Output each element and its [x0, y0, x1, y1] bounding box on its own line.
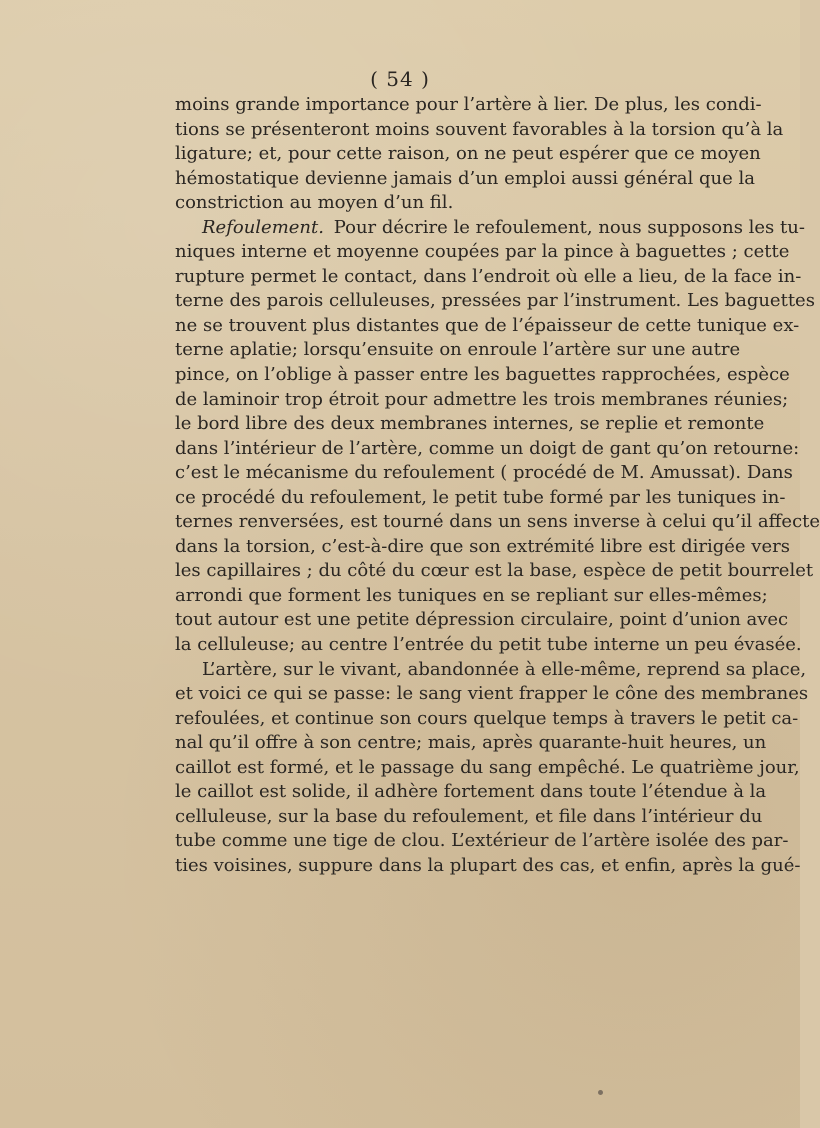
text-line: hémostatique devienne jamais d’un emploi aussi général que la: [175, 167, 755, 189]
ink-spot: [598, 1090, 603, 1095]
text-line: arrondi que forment les tuniques en se repliant sur elles-mêmes;: [175, 584, 768, 606]
text-line: ce procédé du refoulement, le petit tube formé par les tuniques in-: [175, 486, 786, 508]
paragraph-3: [175, 658, 809, 879]
text-line: tions se présenteront moins souvent favorables à la torsion qu’à la: [175, 118, 784, 140]
text-line: pince, on l’oblige à passer entre les baguettes rapprochées, espèce: [175, 364, 790, 386]
text-line: la celluleuse; au centre l’entrée du petit tube interne un peu évasée.: [175, 634, 802, 656]
text-line: refoulées, et continue son cours quelque temps à travers le petit ca-: [175, 707, 799, 729]
text-line: rupture permet le contact, dans l’endroit où elle a lieu, de la face in-: [175, 265, 802, 287]
paragraph-3-first-line: L’artère, sur le vivant, abandonnée à elle-même, reprend sa place,: [202, 658, 807, 680]
text-line: tout autour est une petite dépression circulaire, point d’union avec: [175, 609, 789, 631]
text-line: ligature; et, pour cette raison, on ne peut espérer que ce moyen: [175, 143, 761, 165]
text-line: caillot est formé, et le passage du sang empêché. Le quatrième jour,: [175, 756, 800, 778]
text-line: ties voisines, suppure dans la plupart des cas, et enfin, après la gué-: [175, 854, 801, 876]
section-heading: Refoulement.: [202, 216, 324, 238]
text-line: dans l’intérieur de l’artère, comme un doigt de gant qu’on retourne:: [175, 437, 800, 459]
paragraph-2-opening-text: Pour décrire le refoulement, nous supposons les tu-: [333, 216, 805, 238]
paragraph-1: [175, 93, 784, 216]
text-line: c’est le mécanisme du refoulement ( procédé de M. Amussat). Dans: [175, 462, 793, 484]
text-line: ternes renversées, est tourné dans un sens inverse à celui qu’il affecte: [175, 511, 820, 533]
main-text: [175, 93, 820, 879]
text-line: niques interne et moyenne coupées par la pince à baguettes ; cette: [175, 241, 790, 263]
text-line: de laminoir trop étroit pour admettre les trois membranes réunies;: [175, 388, 789, 410]
text-line: ne se trouvent plus distantes que de l’épaisseur de cette tunique ex-: [175, 314, 800, 336]
text-line: terne des parois celluleuses, pressées par l’instrument. Les baguettes: [175, 290, 815, 312]
text-line: le bord libre des deux membranes internes, se replie et remonte: [175, 413, 765, 435]
text-line: constriction au moyen d’un fil.: [175, 192, 454, 214]
text-line: moins grande importance pour l’artère à lier. De plus, les condi-: [175, 94, 762, 115]
text-line: tube comme une tige de clou. L’extérieur de l’artère isolée des par-: [175, 830, 789, 852]
page-number: ( 54 ): [370, 67, 430, 91]
text-line: et voici ce qui se passe: le sang vient frapper le cône des membranes: [175, 683, 809, 705]
text-line: le caillot est solide, il adhère fortement dans toute l’étendue à la: [175, 781, 767, 803]
paragraph-2: [175, 216, 820, 658]
paragraph-2-first-line: [175, 216, 805, 241]
text-line: celluleuse, sur la base du refoulement, et file dans l’intérieur du: [175, 805, 763, 827]
text-line: les capillaires ; du côté du cœur est la base, espèce de petit bourrelet: [175, 560, 814, 582]
text-line: nal qu’il offre à son centre; mais, après quarante-huit heures, un: [175, 732, 767, 754]
text-line: terne aplatie; lorsqu’ensuite on enroule l’artère sur une autre: [175, 339, 741, 361]
text-line: dans la torsion, c’est-à-dire que son extrémité libre est dirigée vers: [175, 535, 790, 557]
